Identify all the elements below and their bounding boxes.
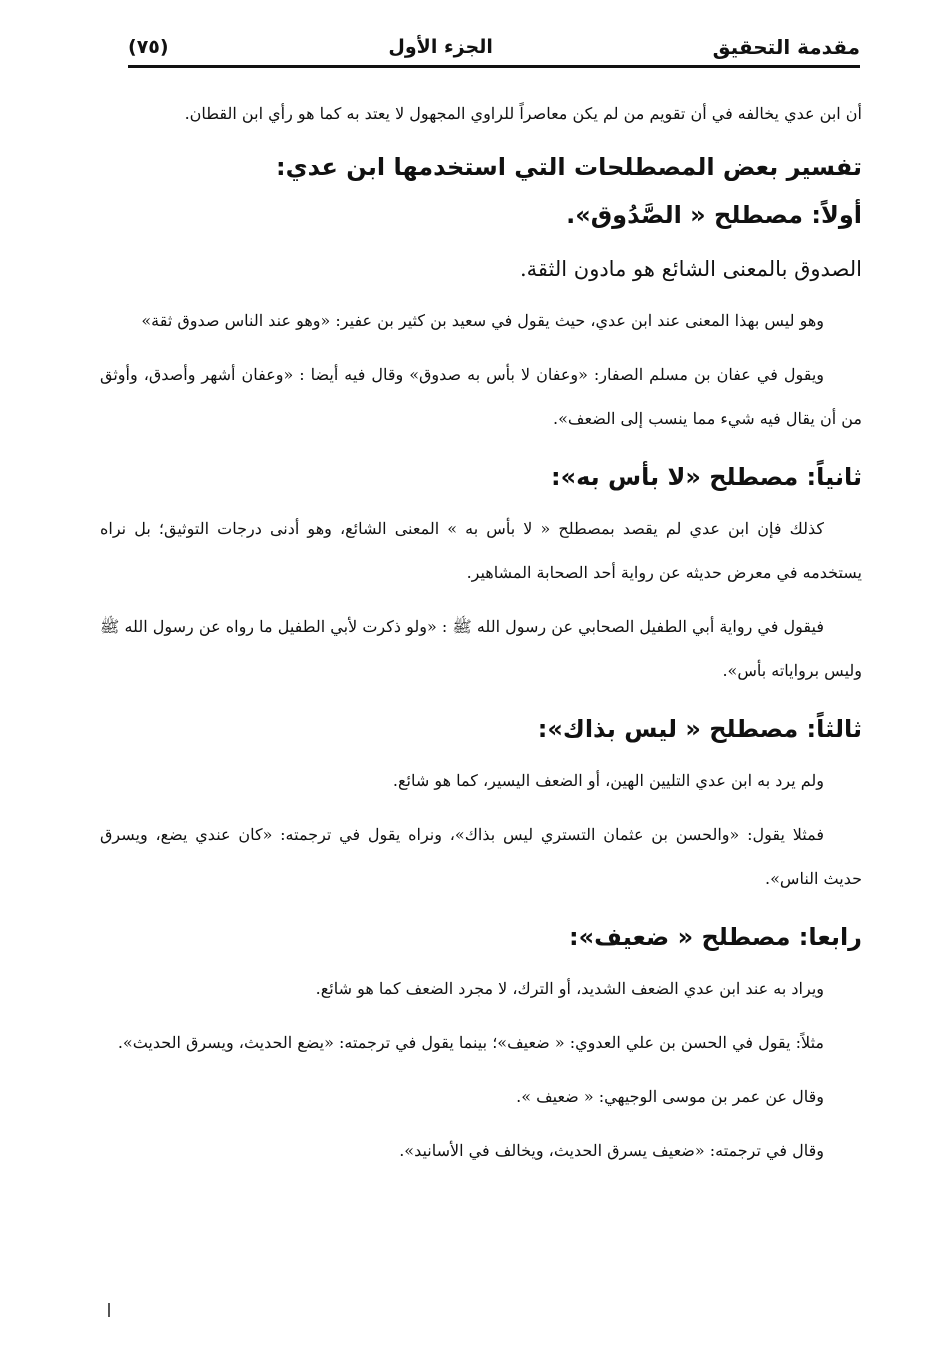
paragraph-la-bas-example: فيقول في رواية أبي الطفيل الصحابي عن رسول الله ﷺ : «ولو ذكرت لأبي الطفيل ما رواه عن رسول الله ﷺ وليس برواياته بأس». [100,617,862,680]
paragraph-sadooq-definition: الصدوق بالمعنى الشائع هو مادون الثقة. [519,257,862,281]
section-title: مقدمة التحقيق [712,35,860,59]
subheading-sadooq: أولاً: مصطلح « الصَّدُوق». [566,201,862,229]
subheading-daif: رابعا: مصطلح « ضعيف»: [569,923,862,951]
paragraph-laysa-bidhak-example: فمثلا يقول: «والحسن بن عثمان التستري ليس بذاك»، ونراه يقول في ترجمته: «كان عندي يضع، ويسرق حديث الناس». [100,825,862,888]
paragraph-daif-example-2: وقال عن عمر بن موسى الوجيهي: « ضعيف ». [516,1087,824,1106]
paragraph-laysa-bidhak-explanation: ولم يرد به ابن عدي التليين الهين، أو الضعف اليسير، كما هو شائع. [392,771,824,790]
paragraph-daif-explanation: ويراد به عند ابن عدي الضعف الشديد، أو الترك، لا مجرد الضعف كما هو شائع. [315,979,824,998]
page-body [100,90,862,1173]
running-header [128,30,860,64]
part-title: الجزء الأول [388,36,493,58]
paragraph-sadooq-example-2: ويقول في عفان بن مسلم الصفار: «وعفان لا بأس به صدوق» وقال فيه أيضا : «وعفان أشهر وأصدق، وأوثق من أن يقال فيه شيء مما ينسب إلى الضعف». [100,365,862,428]
subheading-la-bas-bih: ثانياً: مصطلح «لا بأس به»: [550,463,862,491]
paragraph-intro: أن ابن عدي يخالفه في أن تقويم من لم يكن معاصراً للراوي المجهول لا يعتد به كما هو رأي ابن القطان. [184,104,862,123]
paragraph-la-bas-explanation: كذلك فإن ابن عدي لم يقصد بمصطلح « لا بأس به » المعنى الشائع، وهو أدنى درجات التوثيق؛ بل نراه يستخدمه في معرض حديثه عن رواية أحد الصحابة المشاهير. [100,519,862,582]
subheading-laysa-bidhak: ثالثاً: مصطلح « ليس بذاك»: [537,715,862,743]
header-rule [128,65,860,68]
page-number: (٧٥) [128,36,169,58]
scan-mark [108,1303,110,1317]
paragraph-daif-example-3: وقال في ترجمته: «ضعيف يسرق الحديث، ويخالف في الأسانيد». [399,1141,824,1160]
paragraph-sadooq-example-1: وهو ليس بهذا المعنى عند ابن عدي، حيث يقول في سعيد بن كثير بن عفير: «وهو عند الناس صدوق ثقة» [141,311,824,330]
section-heading: تفسير بعض المصطلحات التي استخدمها ابن عدي: [276,153,862,181]
paragraph-daif-example-1: مثلاً: يقول في الحسن بن علي العدوي: « ضعيف»؛ بينما يقول في ترجمته: «يضع الحديث، ويسرق الحديث». [117,1033,824,1052]
